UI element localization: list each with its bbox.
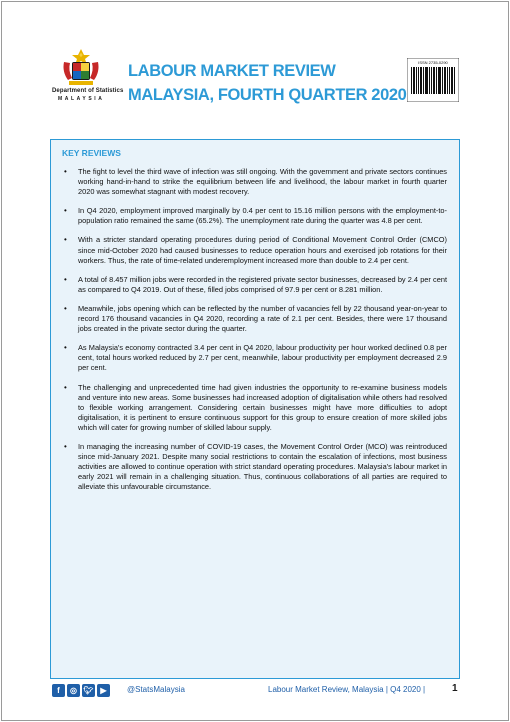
key-review-item <box>62 304 447 334</box>
bullet-icon: • <box>64 167 67 176</box>
twitter-icon[interactable]: 🐦︎ <box>83 686 94 695</box>
publication-label: Labour Market Review, Malaysia | Q4 2020 | <box>268 685 426 694</box>
barcode-caption: ISSN 2735-0290 <box>418 60 448 65</box>
report-title-line1: LABOUR MARKET REVIEW <box>128 62 336 80</box>
barcode-image <box>407 58 459 102</box>
department-country: MALAYSIA <box>58 96 105 102</box>
instagram-icon[interactable]: ◎ <box>67 684 80 697</box>
facebook-icon[interactable]: f <box>52 684 65 697</box>
report-title <box>128 59 406 107</box>
page-number: 1 <box>452 683 458 694</box>
key-review-text: A total of 8.457 million jobs were recorded in the registered private sector businesses, decreased by 2.4 per cent as compared to Q4 2019. Out of these, filled jobs comprised of 97.9 per cent or 8.281 million. <box>78 274 447 294</box>
bullet-icon: • <box>64 343 67 353</box>
social-handle[interactable]: @StatsMalaysia <box>127 685 185 694</box>
key-review-text: With a stricter standard operating procedures during period of Conditional Movement Control Order (CMCO) since mid-October 2020 had caused businesses to reduce operation hours and exercised job rotations for their workers. Thus, the rate of time-related underemployment increased more than double to 2.4 per cent. <box>78 235 447 265</box>
department-name: Department of Statistics <box>52 88 124 94</box>
key-review-item <box>62 275 447 295</box>
key-review-item <box>62 167 447 197</box>
key-reviews-heading: KEY REVIEWS <box>62 148 121 158</box>
key-review-item <box>62 383 447 433</box>
key-reviews-list <box>62 167 447 501</box>
key-review-text: As Malaysia's economy contracted 3.4 per cent in Q4 2020, labour productivity per hour worked declined 0.8 per cent, total hours worked reduced by 2.7 per cent, meanwhile, labour productivity per employment decreased 2.9 per cent. <box>78 343 447 373</box>
key-review-item <box>62 235 447 265</box>
coat-of-arms-logo <box>60 48 102 88</box>
bullet-icon: • <box>64 274 67 284</box>
key-review-item <box>62 442 447 492</box>
bullet-icon: • <box>64 206 67 216</box>
page-header <box>0 0 510 130</box>
key-review-text: In managing the increasing number of COVID-19 cases, the Movement Control Order (MCO) was reintroduced since mid-January 2021. Despite many social restrictions to contain the escalation of infections, most business activities are allowed to continue operation with strict standard operating procedures. Malaysia's labour market in early 2021 will remain in a challenging situation. Thus, continuous collaborations of all parties are required to alleviate this unfavourable circumstance. <box>78 441 447 492</box>
key-review-item <box>62 206 447 226</box>
key-review-text: Meanwhile, jobs opening which can be reflected by the number of vacancies fell by 22 thousand year-on-year to record 176 thousand vacancies in Q4 2020, recording a rate of 2.1 per cent. Besides, there were 17 thousand jobs created in the private sector during the quarter. <box>78 303 447 334</box>
report-title-line2: MALAYSIA, FOURTH QUARTER 2020 <box>128 86 407 104</box>
bullet-icon: • <box>64 441 67 451</box>
key-review-text: The fight to level the third wave of infection was still ongoing. With the government and private sectors continues working hand-in-hand to strike the equilibrium between life and livelihood, the labour market in fourth quarter 2020 was somewhat stagnant with modest recovery. <box>78 167 447 197</box>
key-review-item <box>62 343 447 373</box>
bullet-icon: • <box>64 303 67 313</box>
bullet-icon: • <box>64 235 67 245</box>
youtube-icon[interactable]: ▶ <box>97 684 110 697</box>
page-footer <box>52 684 462 698</box>
key-review-text: In Q4 2020, employment improved marginally by 0.4 per cent to 15.16 million persons with the employment-to-population ratio remained the same (65.2%). The unemployment rate during the quarter was 4.8 per cent. <box>78 206 447 226</box>
bullet-icon: • <box>64 382 67 392</box>
key-review-text: The challenging and unprecedented time had given industries the opportunity to re-examine business models and venture into new areas. Some businesses had increased adoption of digitalisation while others had resolved to flexible working arrangement. Considering certain businesses might have more difficulties to adopt digitalisation, it is pertinent to ensure continuous support for this group to ensure creation of more skilled jobs which will cater for growing number of skilled labour supply. <box>78 382 447 432</box>
